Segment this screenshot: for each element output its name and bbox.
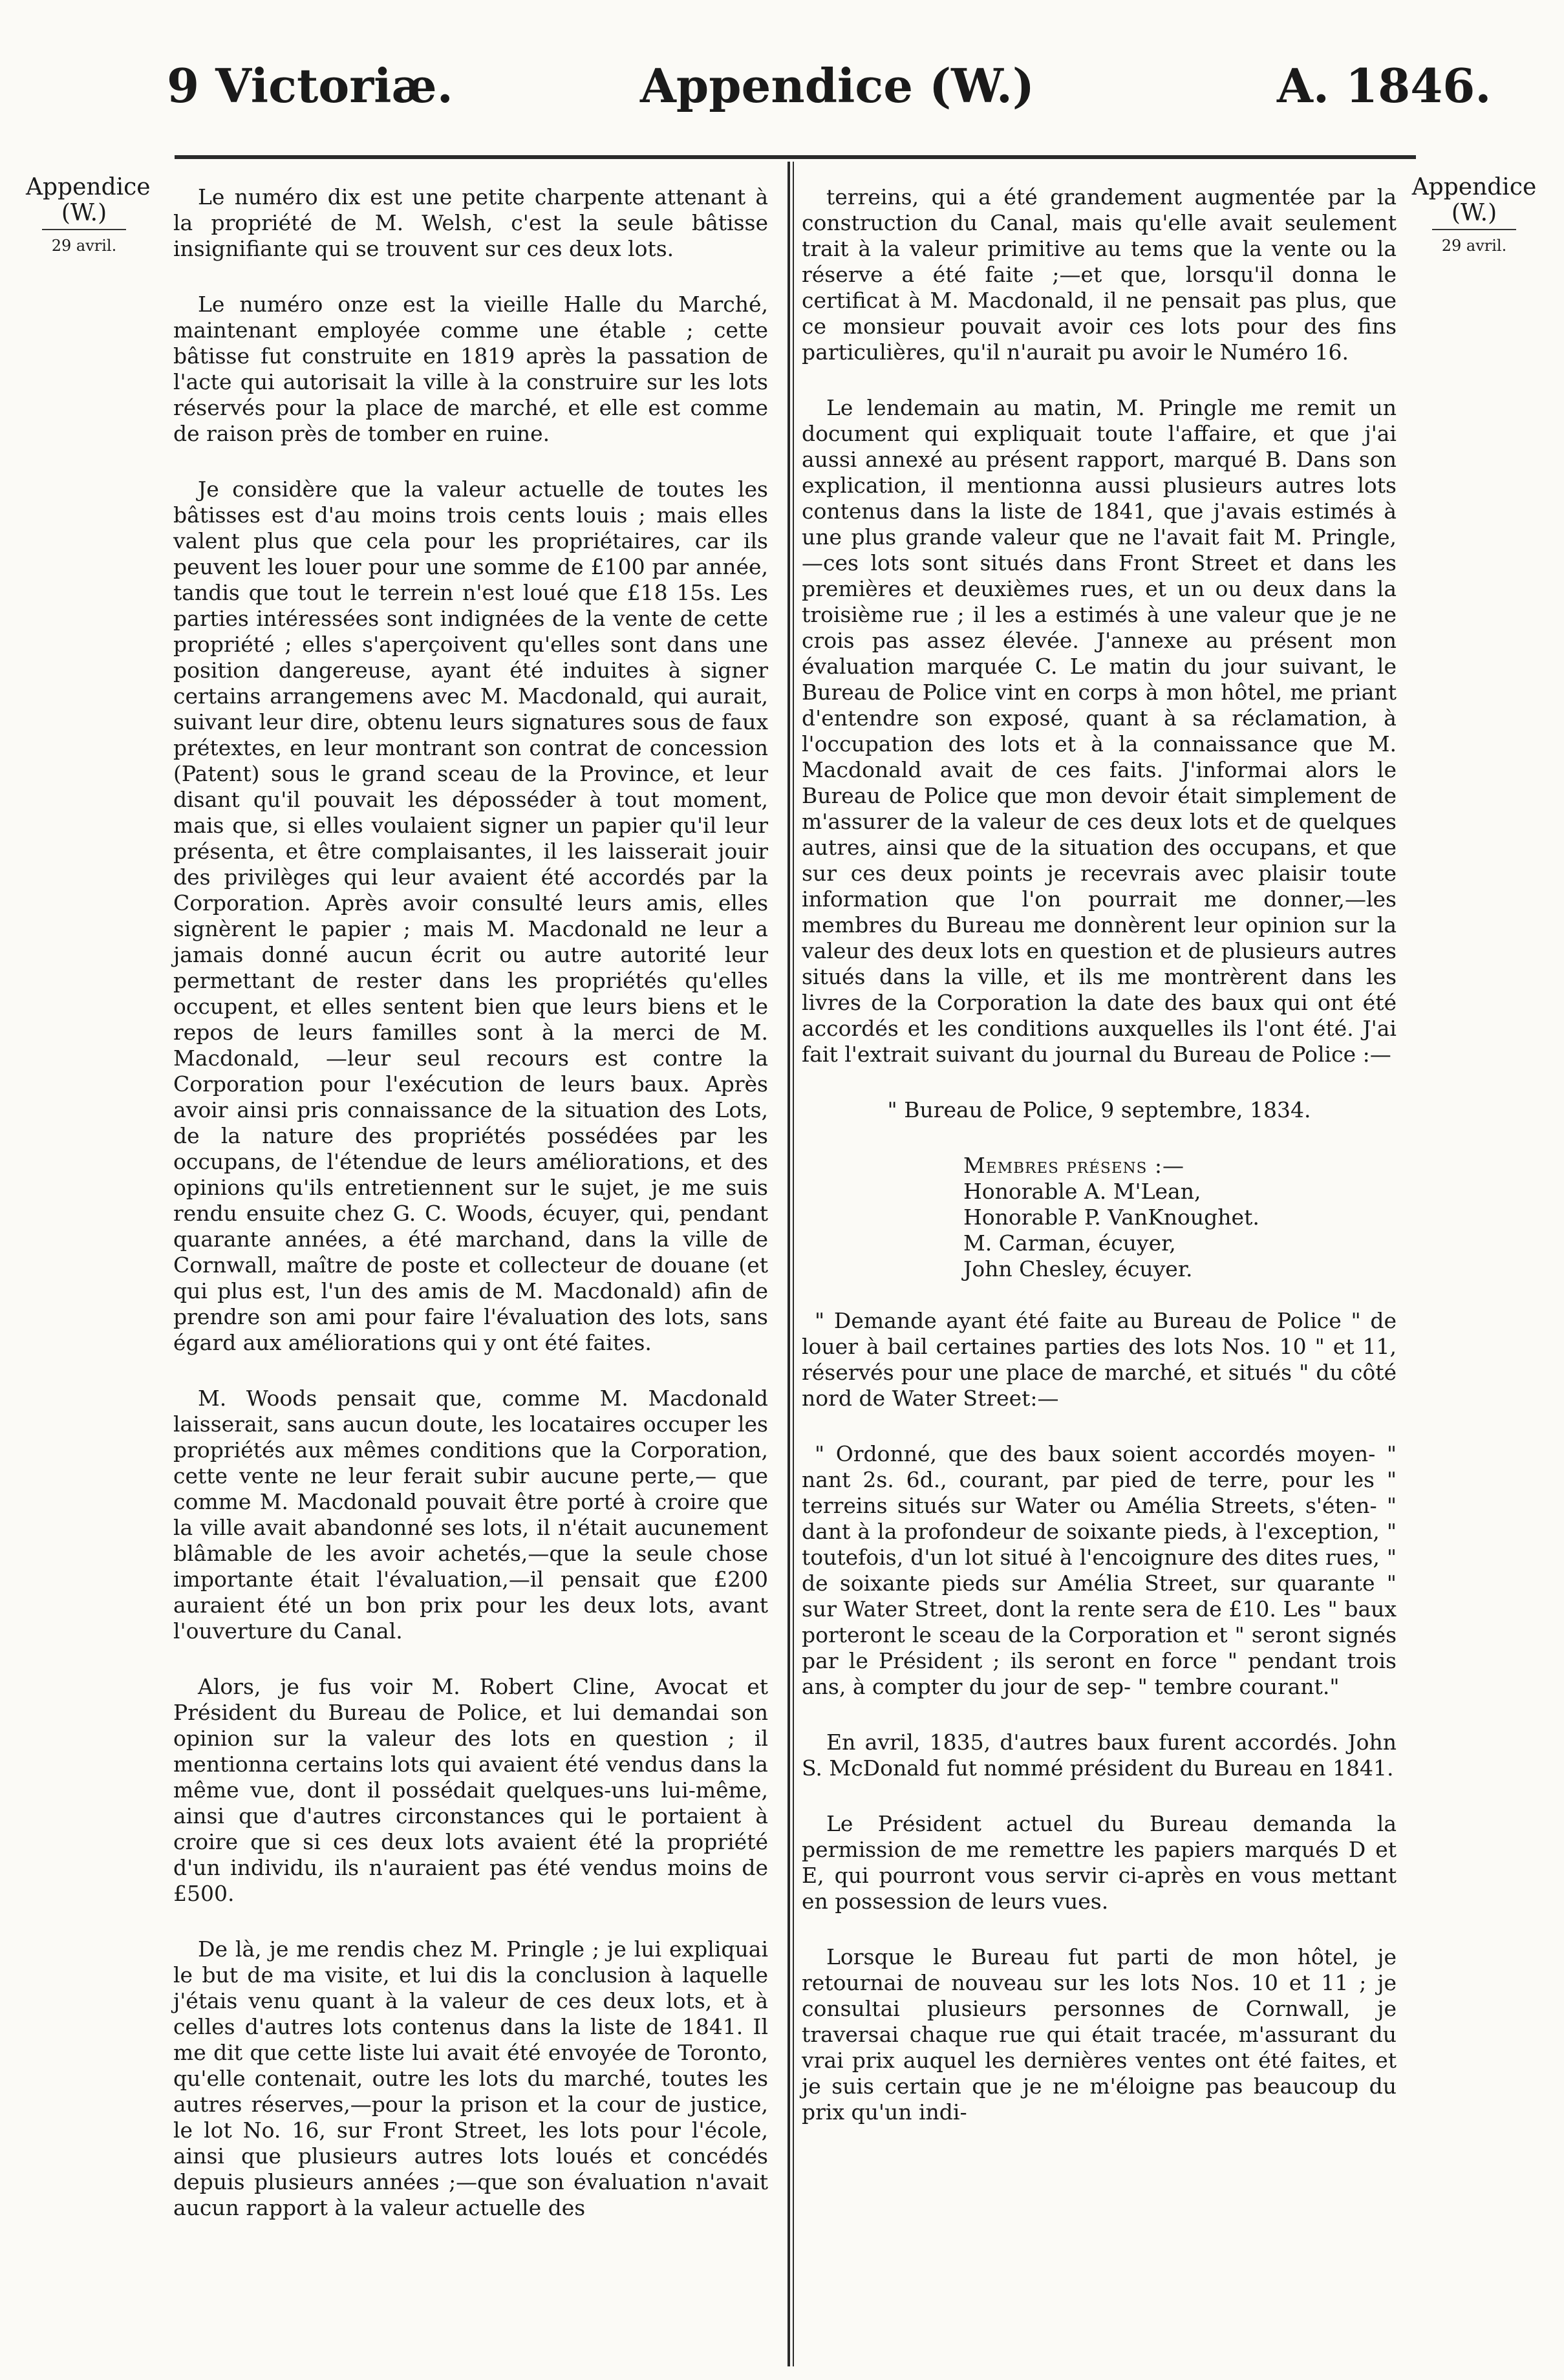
right-column bbox=[802, 184, 1397, 2350]
page-header bbox=[0, 0, 1564, 149]
police-minutes-dateline: " Bureau de Police, 9 septembre, 1834. bbox=[887, 1097, 1311, 1122]
header-rule bbox=[175, 155, 1416, 159]
right-paragraph-4: Le Président actuel du Bureau demanda la permission de me remettre les papiers marqués D et E, qui pourront vous servir ci-après en vous mettant en possession de leurs vues. bbox=[802, 1811, 1397, 1914]
right-paragraph-3: En avril, 1835, d'autres baux furent accordés. John S. McDonald fut nommé président du Bureau en 1841. bbox=[802, 1730, 1397, 1781]
column-divider bbox=[787, 162, 790, 2366]
margin-note-right-line2: (W.) bbox=[1451, 200, 1497, 226]
left-column bbox=[173, 184, 768, 2350]
member-item: John Chesley, écuyer. bbox=[963, 1256, 1193, 1281]
margin-note-right-dash bbox=[1432, 229, 1516, 230]
left-paragraph-2: Le numéro onze est la vieille Halle du Marché, maintenant employée comme une étable ; cette bâtisse fut construite en 1819 après la passation de l'acte qui autorisait la ville à la construire sur les lots réservés pour la place de marché, et elle est comme de raison près de tomber en ruine. bbox=[173, 292, 768, 446]
left-paragraph-6: De là, je me rendis chez M. Pringle ; je lui expliquai le but de ma visite, et lui dis la conclusion à laquelle j'étais venu quant à la valeur de ces deux lots, et à celles d'autres lots contenus dans la liste de 1841. Il me dit que cette liste lui avait été envoyée de Toronto, qu'elle contenait, outre les lots du marché, toutes les autres réserves,—pour la prison et la cour de justice, le lot No. 16, sur Front Street, les lots pour l'école, ainsi que plusieurs autres lots loués et concédés depuis plusieurs années ;—que son évaluation n'avait aucun rapport à la valeur actuelle des bbox=[173, 1936, 768, 2220]
margin-note-left-date: 29 avril. bbox=[51, 237, 117, 255]
left-paragraph-4: M. Woods pensait que, comme M. Macdonald laisserait, sans aucun doute, les locataires occuper les propriétés aux mêmes conditions que la Corporation, cette vente ne leur ferait subir aucune perte,— que comme M. Macdonald pouvait être porté à croire que la ville avait abandonné ses lots, il n'était aucunement blâmable de les avoir achetés,—que la seule chose importante était l'évaluation,—il pensait que £200 auraient été un bon prix pour les deux lots, avant l'ouverture du Canal. bbox=[173, 1386, 768, 1644]
margin-note-right-line1: Appendice bbox=[1411, 174, 1537, 200]
margin-note-right bbox=[1409, 175, 1539, 259]
column-divider-inner bbox=[793, 162, 794, 2366]
margin-note-left-dash bbox=[42, 229, 126, 230]
quoted-request: " Demande ayant été faite au Bureau de Police " de louer à bail certaines parties des lots Nos. 10 " et 11, réservés pour une place de marché, et situés " du côté nord de Water Street:— bbox=[802, 1308, 1397, 1411]
left-paragraph-1: Le numéro dix est une petite charpente attenant à la propriété de M. Welsh, c'est la seule bâtisse insignifiante qui se trouvent sur ces deux lots. bbox=[173, 184, 768, 261]
quoted-order: " Ordonné, que des baux soient accordés moyen- " nant 2s. 6d., courant, par pied de terre, pour les " terreins situés sur Water ou Amélia Streets, s'éten- " dant à la profondeur de soixante pieds, à l'exception, " toutefois, d'un lot situé à l'encoignure des dites rues, " de soixante pieds sur Amélia Street, sur quarante " sur Water Street, dont la rente sera de £10. Les " baux porteront le sceau de la Corporation et " seront signés par le Président ; ils seront en force " pendant trois ans, à compter du jour de sep- " tembre courant." bbox=[802, 1441, 1397, 1699]
left-paragraph-3: Je considère que la valeur actuelle de toutes les bâtisses est d'au moins trois cents louis ; mais elles valent plus que cela pour les propriétaires, car ils peuvent les louer pour une somme de £100 par année, tandis que tout le terrein n'est loué que £18 15s. Les parties intéressées sont indignées de la vente de cette propriété ; elles s'aperçoivent qu'elles sont dans une position dangereuse, ayant été induites à signer certains arrangemens avec M. Macdonald, qui aurait, suivant leur dire, obtenu leurs signatures sous de faux prétextes, en leur montrant son contrat de concession (Patent) sous le grand sceau de la Province, et leur disant qu'il pouvait les déposséder à tout moment, mais que, si elles voulaient signer un papier qu'il leur présenta, et être complaisantes, il les laisserait jouir des privilèges qui leur avaient été accordés par la Corporation. Après avoir consulté leurs amis, elles signèrent le papier ; mais M. Macdonald ne leur a jamais donné aucun écrit ou autre autorité leur permettant de rester dans les propriétés qu'elles occupent, et elles sentent bien que leurs biens et le repos de leurs familles sont à la merci de M. Macdonald, —leur seul recours est contre la Corporation pour l'exécution de leurs baux. Après avoir ainsi pris connaissance de la situation des Lots, de la nature des propriétés possédées par les occupans, de l'étendue de leurs améliorations, et des opinions qu'ils entretiennent sur le sujet, je me suis rendu ensuite chez G. C. Woods, écuyer, qui, pendant quarante années, a été marchand, dans la ville de Cornwall, maître de poste et collecteur de douane (et qui plus est, l'un des amis de M. Macdonald) afin de prendre son ami pour faire l'évaluation des lots, sans égard aux améliorations qui y ont été faites. bbox=[173, 477, 768, 1355]
right-paragraph-1: terreins, qui a été grandement augmentée par la construction du Canal, mais qu'elle avait seulement trait à la valeur primitive au tems que la vente ou la réserve a été faite ;—et que, lorsqu'il donna le certificat à M. Macdonald, il ne pensait pas plus, que ce monsieur pouvait avoir ces lots pour des fins particulières, qu'il n'aurait pu avoir le Numéro 16. bbox=[802, 184, 1397, 365]
header-session: 9 Victoriæ. bbox=[167, 58, 453, 113]
right-paragraph-2: Le lendemain au matin, M. Pringle me remit un document qui expliquait toute l'affaire, et que j'ai aussi annexé au présent rapport, marqué B. Dans son explication, il mentionna aussi plusieurs autres lots contenus dans la liste de 1841, que j'avais estimés à une plus grande valeur que ne l'avait fait M. Pringle, —ces lots sont situés dans Front Street et dans les premières et deuxièmes rues, et un ou deux dans la troisième rue ; il les a estimés à une valeur que je ne crois pas assez élevée. J'annexe au présent mon évaluation marquée C. Le matin du jour suivant, le Bureau de Police vint en corps à mon hôtel, me priant d'entendre son exposé, quant à sa réclamation, à l'occupation des lots et à la connaissance que M. Macdonald avait de ces faits. J'informai alors le Bureau de Police que mon devoir était simplement de m'assurer de la valeur de ces deux lots et de quelques autres, ainsi que de la situation des occupans, et que sur ces deux points je recevrais avec plaisir toute information que l'on pourrait me donner,—les membres du Bureau me donnèrent leur opinion sur la valeur des deux lots en question et de plusieurs autres situés dans la ville, et ils me montrèrent dans les livres de la Corporation la date des baux qui ont été accordés et les conditions auxquelles ils l'ont été. J'ai fait l'extrait suivant du journal du Bureau de Police :— bbox=[802, 395, 1397, 1067]
margin-note-left-line1: Appendice bbox=[26, 174, 151, 200]
right-paragraph-5: Lorsque le Bureau fut parti de mon hôtel, je retournai de nouveau sur les lots Nos. 10 et 11 ; je consultai plusieurs personnes de Cornwall, je traversai chaque rue qui était tracée, m'assurant du vrai prix auquel les dernières ventes ont été faites, et je suis certain que je ne m'éloigne pas beaucoup du prix qu'un indi- bbox=[802, 1944, 1397, 2125]
header-appendix-title: Appendice (W.) bbox=[640, 58, 1034, 113]
margin-note-left-line2: (W.) bbox=[61, 200, 107, 226]
members-present-list bbox=[963, 1153, 1397, 1282]
member-item: Honorable A. M'Lean, bbox=[963, 1179, 1201, 1204]
margin-note-left bbox=[26, 174, 151, 259]
member-item: Honorable P. VanKnoughet. bbox=[963, 1205, 1259, 1230]
members-heading: Membres présens :— bbox=[963, 1153, 1185, 1178]
header-year: A. 1846. bbox=[1277, 58, 1492, 113]
left-paragraph-5: Alors, je fus voir M. Robert Cline, Avocat et Président du Bureau de Police, et lui demandai son opinion sur la valeur des lots en question ; il mentionna certains lots qui avaient été vendus dans la même vue, dont il possédait quelques-uns lui-même, ainsi que d'autres circonstances qui le portaient à croire que si ces deux lots avaient été la propriété d'un individu, ils n'auraient pas été vendus moins de £500. bbox=[173, 1674, 768, 1906]
member-item: M. Carman, écuyer, bbox=[963, 1230, 1176, 1256]
margin-note-right-date: 29 avril. bbox=[1441, 237, 1507, 255]
